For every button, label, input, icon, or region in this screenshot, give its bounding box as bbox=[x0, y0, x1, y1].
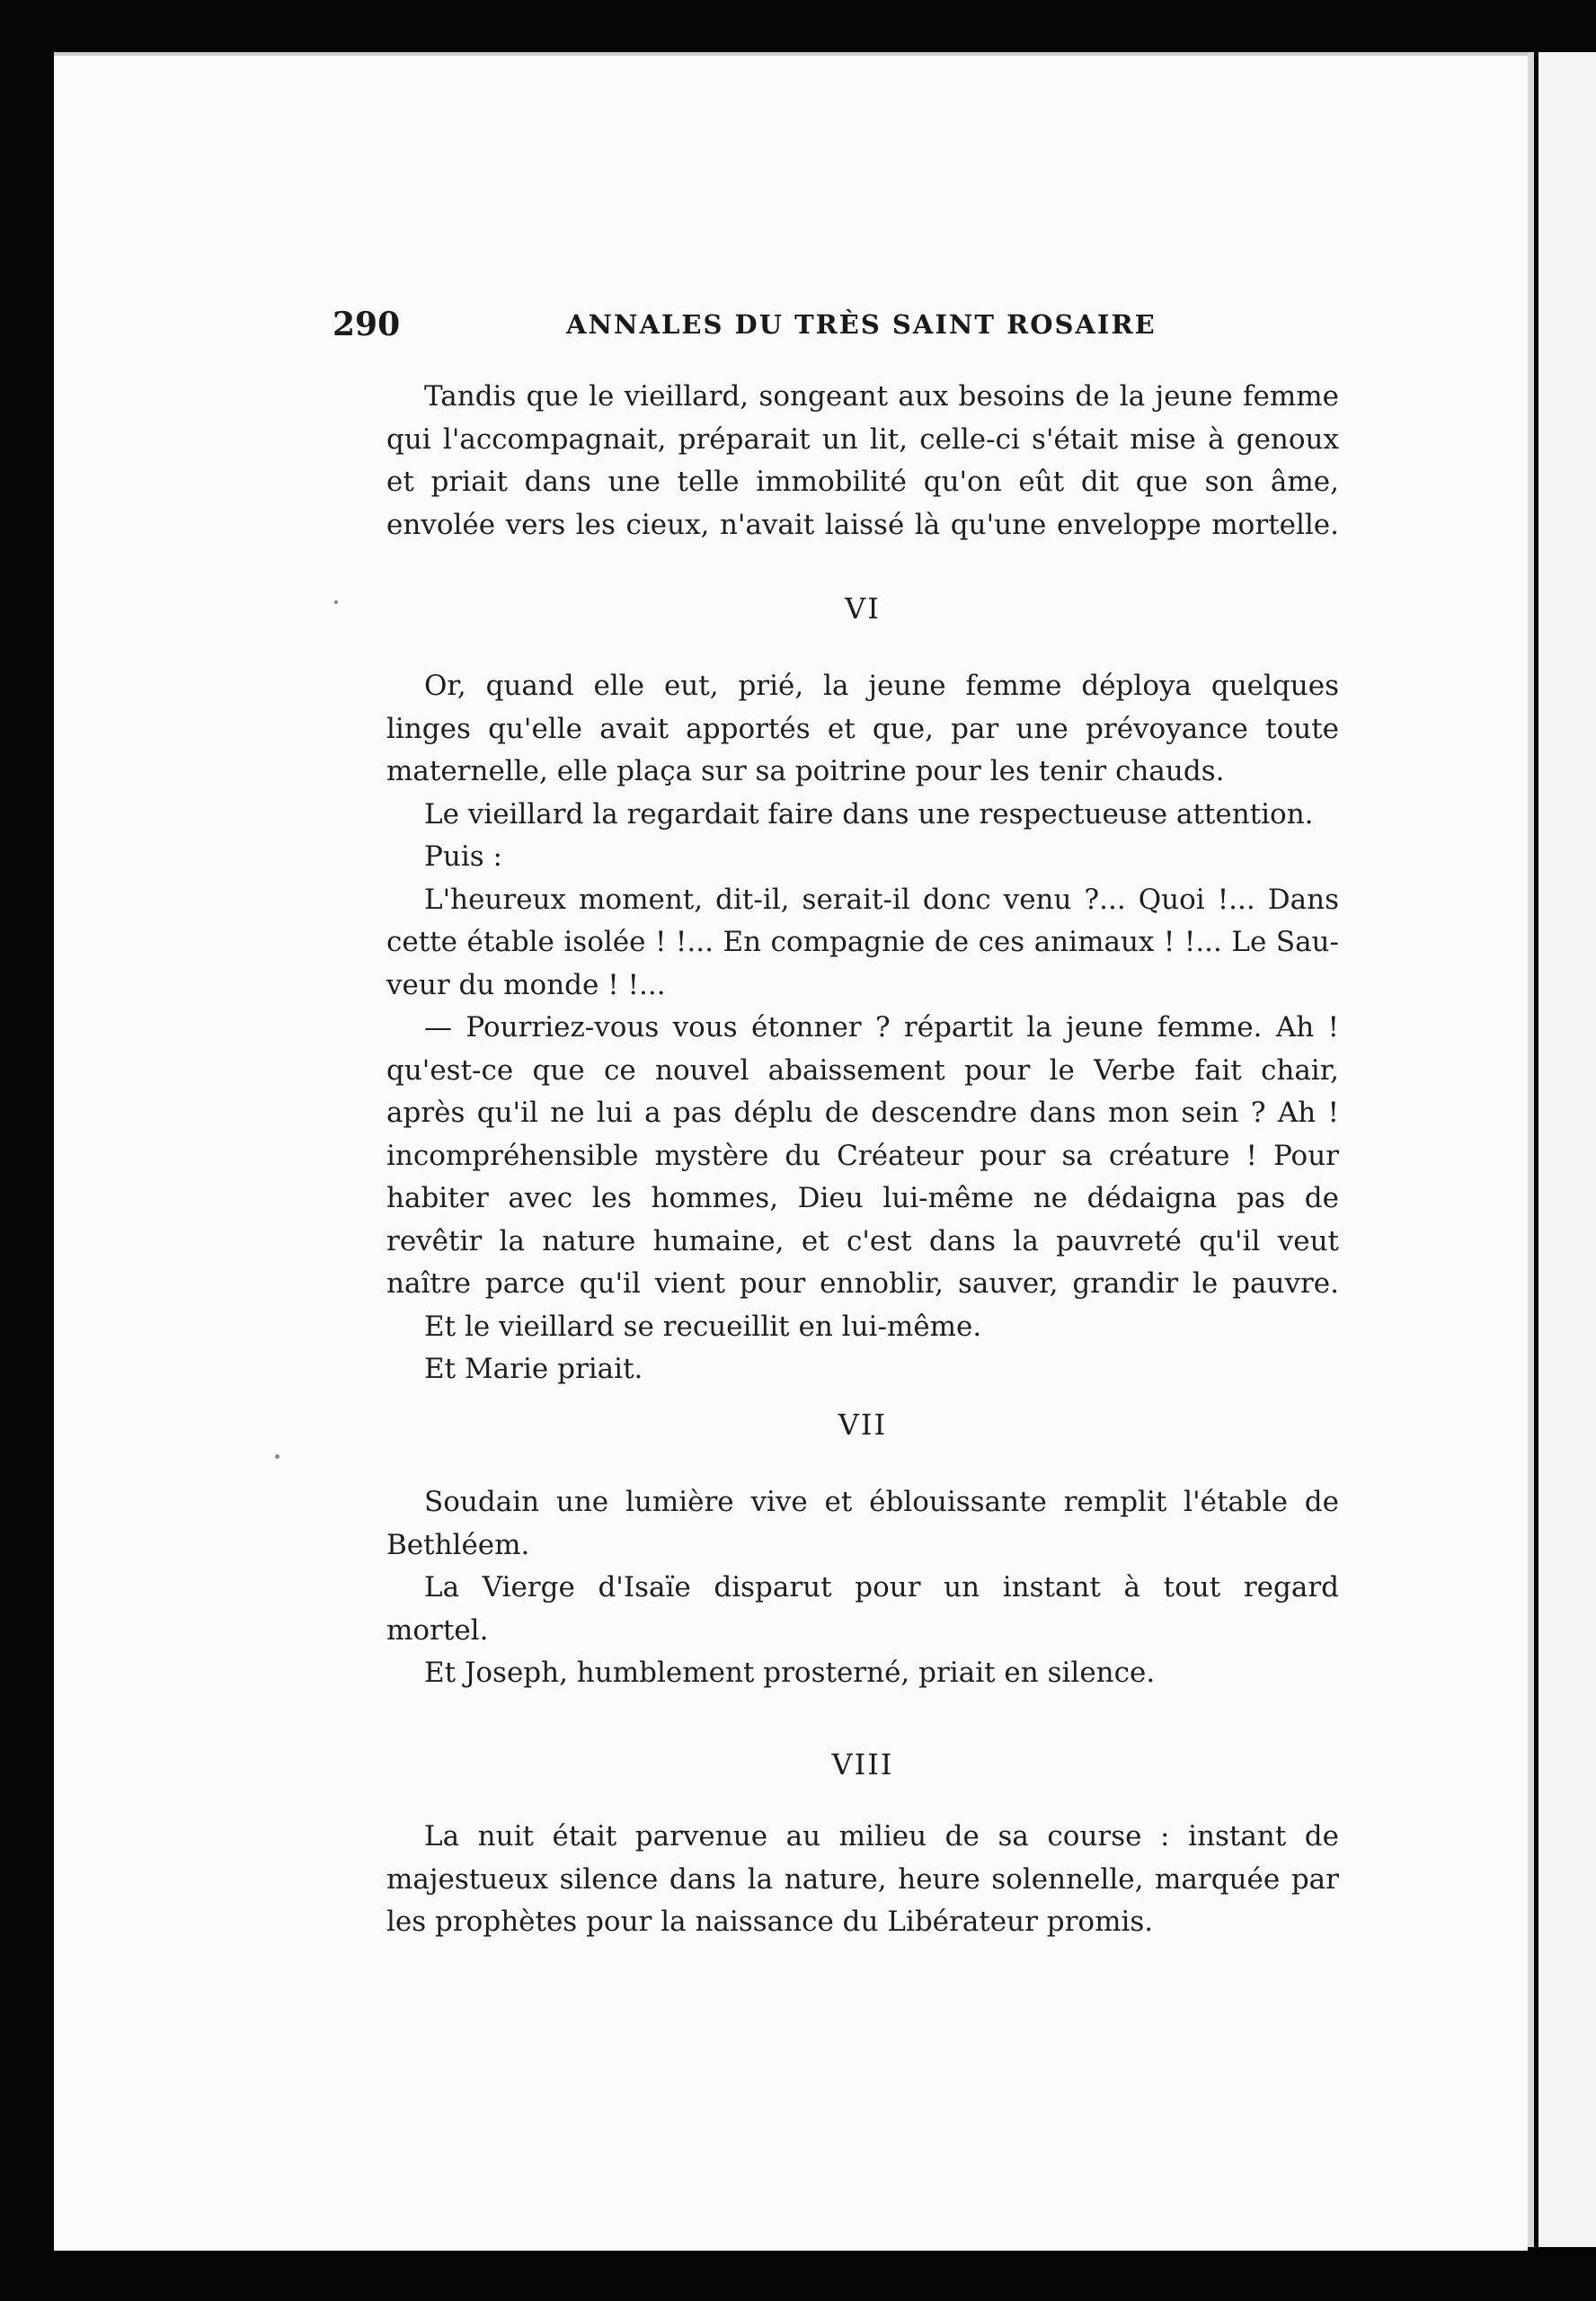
text-line: Puis : bbox=[424, 840, 502, 873]
text-line: mortel. bbox=[386, 1613, 489, 1647]
text-line: maternelle, elle plaça sur sa poitrine pour les tenir chauds. bbox=[386, 755, 1225, 787]
text-line: La nuit était parvenue au milieu de sa course : instant de bbox=[424, 1820, 1339, 1852]
section-vii-text bbox=[386, 1481, 1339, 1695]
text-line: veur du monde ! !... bbox=[386, 968, 666, 1001]
text-line: Tandis que le vieillard, songeant aux besoins de la jeune femme bbox=[424, 380, 1339, 413]
adjacent-page-strip bbox=[1538, 52, 1596, 2247]
text-line: Et le vieillard se recueillit en lui-même. bbox=[424, 1310, 982, 1343]
text-line: cette étable isolée ! !... En compagnie de ces animaux ! !... Le Sau- bbox=[386, 926, 1339, 958]
text-line: Et Marie priait. bbox=[424, 1353, 643, 1385]
section-viii-text bbox=[386, 1816, 1339, 1944]
text-line: — Pourriez-vous vous étonner ? répartit la jeune femme. Ah ! bbox=[424, 1011, 1339, 1044]
text-line: Bethléem. bbox=[386, 1528, 530, 1561]
text-line: Le vieillard la regardait faire dans une respectueuse attention. bbox=[424, 797, 1314, 831]
running-header bbox=[332, 297, 1337, 351]
section-vi-text bbox=[386, 665, 1339, 1391]
text-line: linges qu'elle avait apportés et que, par une prévoyance toute bbox=[386, 712, 1339, 745]
page-edge bbox=[1528, 52, 1534, 2247]
section-heading-viii: VIII bbox=[831, 1747, 894, 1781]
section-heading-vi: VI bbox=[845, 591, 881, 626]
text-line: incompréhensible mystère du Créateur pour sa créature ! Pour bbox=[386, 1139, 1339, 1172]
text-line: qui l'accompagnait, préparait un lit, celle-ci s'était mise à genoux bbox=[386, 422, 1339, 456]
text-line: La Vierge d'Isaïe disparut pour un instant à tout regard bbox=[424, 1571, 1339, 1604]
opening-paragraph bbox=[386, 376, 1339, 546]
text-line: Et Joseph, humblement prosterné, priait en silence. bbox=[424, 1657, 1156, 1689]
text-line: Soudain une lumière vive et éblouissante remplit l'étable de bbox=[424, 1486, 1339, 1518]
text-line: majestueux silence dans la nature, heure solennelle, marquée par bbox=[386, 1862, 1339, 1896]
scan-speck bbox=[275, 1454, 279, 1459]
page-number: 290 bbox=[332, 306, 401, 343]
text-line: L'heureux moment, dit-il, serait-il donc venu ?... Quoi !... Dans bbox=[424, 883, 1339, 916]
running-title: ANNALES DU TRÈS SAINT ROSAIRE bbox=[566, 309, 1157, 340]
text-line: Or, quand elle eut, prié, la jeune femme déploya quelques bbox=[424, 670, 1339, 702]
text-line: habiter avec les hommes, Dieu lui-même ne dédaigna pas de bbox=[386, 1182, 1339, 1214]
text-line: les prophètes pour la naissance du Libérateur promis. bbox=[386, 1906, 1154, 1938]
text-line: naître parce qu'il vient pour ennoblir, sauver, grandir le pauvre. bbox=[386, 1267, 1339, 1300]
text-line: qu'est-ce que ce nouvel abaissement pour le Verbe fait chair, bbox=[386, 1053, 1339, 1087]
section-heading-vii: VII bbox=[838, 1408, 888, 1442]
text-line: envolée vers les cieux, n'avait laissé là qu'une enveloppe mortelle. bbox=[386, 508, 1339, 541]
text-line: après qu'il ne lui a pas déplu de descendre dans mon sein ? Ah ! bbox=[386, 1097, 1339, 1129]
text-line: revêtir la nature humaine, et c'est dans la pauvreté qu'il veut bbox=[386, 1224, 1339, 1257]
scan-speck bbox=[334, 600, 338, 604]
text-line: et priait dans une telle immobilité qu'on eût dit que son âme, bbox=[386, 466, 1339, 498]
